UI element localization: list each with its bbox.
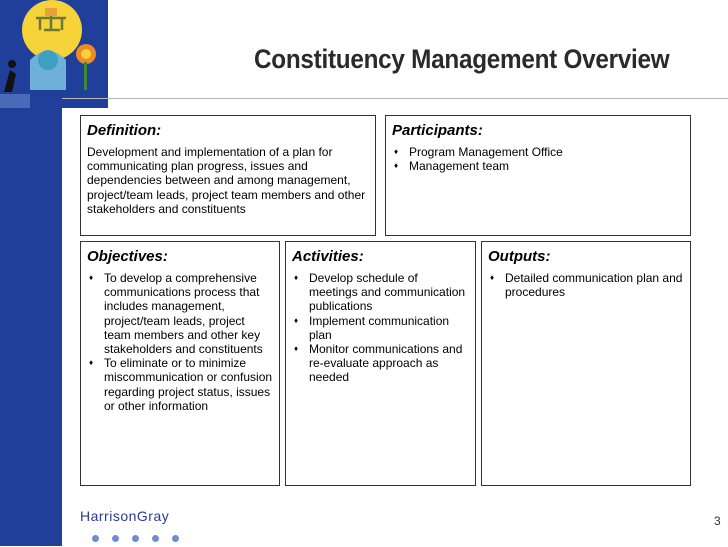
activities-box — [285, 241, 476, 486]
title-divider — [62, 98, 728, 99]
participants-box — [385, 115, 691, 236]
list-item: ♦ Implement communication plan — [292, 314, 469, 342]
logo-dots — [92, 529, 192, 547]
list-item: ♦ To develop a comprehensive communications process that includes management, project/team leads, project team members and other key stakeholders and constituents — [87, 271, 273, 356]
activities-heading: Activities: — [292, 248, 364, 265]
page-title: Constituency Management Overview — [254, 44, 670, 74]
list-item: ♦ To eliminate or to minimize miscommunication or confusion regarding project status, issues or other information — [87, 356, 273, 413]
decorative-illustration — [0, 0, 108, 108]
outputs-list — [488, 271, 684, 299]
list-item: ♦ Management team — [392, 159, 684, 173]
objectives-heading: Objectives: — [87, 248, 168, 265]
objectives-box — [80, 241, 280, 486]
objectives-list — [87, 271, 273, 413]
definition-heading: Definition: — [87, 122, 162, 139]
definition-text: Development and implementation of a plan for communicating plan progress, issues and dependencies between and among management, project/team leads, project team members and other stakeholders and constituents — [87, 145, 366, 216]
list-item: ♦ Detailed communication plan and procedures — [488, 271, 684, 299]
definition-box — [80, 115, 376, 236]
outputs-box — [481, 241, 691, 486]
outputs-heading: Outputs: — [488, 248, 551, 265]
company-logo-text: HarrisonGray — [80, 508, 170, 524]
participants-heading: Participants: — [392, 122, 483, 139]
activities-list — [292, 271, 469, 385]
list-item: ♦ Program Management Office — [392, 145, 684, 159]
list-item: ♦ Develop schedule of meetings and communication publications — [292, 271, 469, 314]
participants-list — [392, 145, 684, 173]
page-number: 3 — [714, 514, 721, 528]
list-item: ♦ Monitor communications and re-evaluate approach as needed — [292, 342, 469, 385]
